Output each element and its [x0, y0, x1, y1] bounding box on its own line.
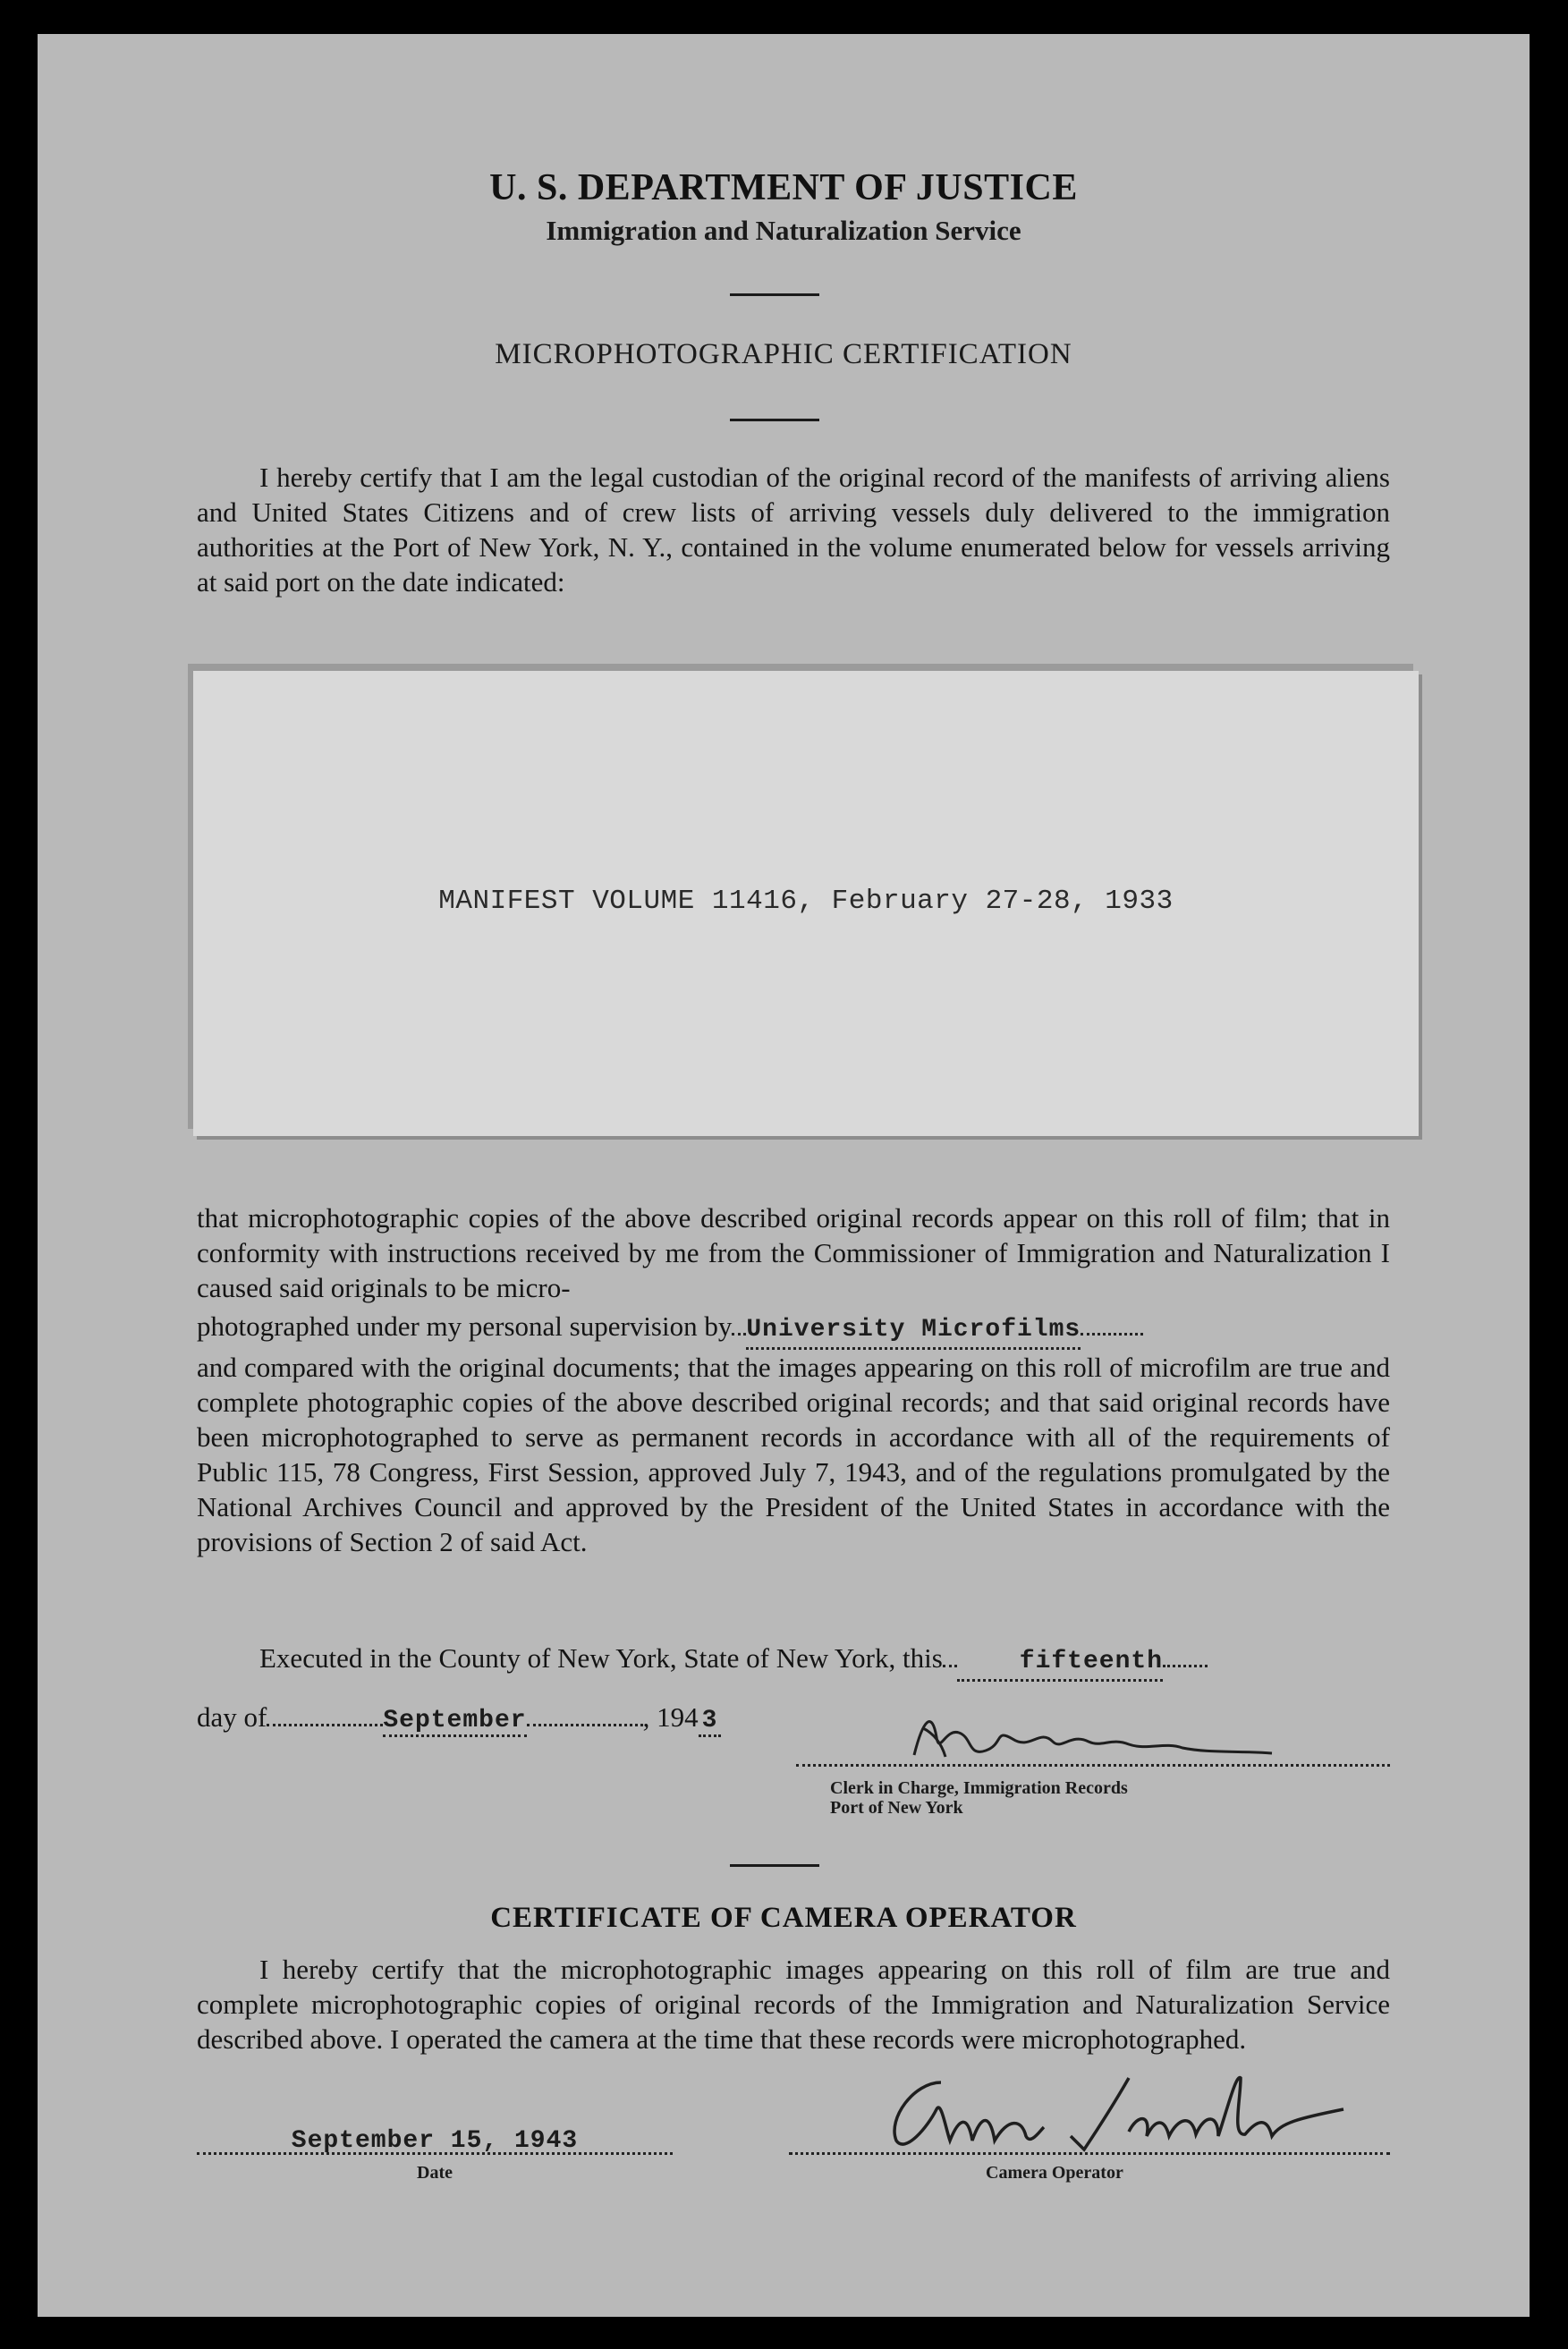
certification-title: MICROPHOTOGRAPHIC CERTIFICATION — [495, 338, 1072, 370]
date-dotted-line — [197, 2152, 673, 2155]
photographed-prefix: photographed under my personal supervision by — [197, 1310, 733, 1342]
month-value: September — [383, 1707, 526, 1737]
dotted-fill — [732, 1333, 746, 1336]
operator-signature — [860, 2065, 1361, 2163]
operator-date-value: September 15, 1943 — [291, 2127, 579, 2155]
clerk-title-line1: Clerk in Charge, Immigration Records — [830, 1778, 1128, 1798]
day-of-label: day of — [197, 1701, 267, 1733]
intro-text: I hereby certify that I am the legal custodian of the original record of the manifests of arriving aliens and United States Citizens and of crew lists of arriving vessels duly delivered to the immigration authorities at the Port of New York, N. Y., contained in the volume enumerated below for vessels arriving at said port on the date indicated: — [197, 462, 1390, 598]
clerk-title-line2: Port of New York — [830, 1798, 963, 1818]
camera-operator-paragraph — [197, 1952, 1390, 2056]
department-title: U. S. DEPARTMENT OF JUSTICE — [489, 167, 1078, 208]
body-paragraph — [197, 1200, 1390, 1559]
divider-rule — [730, 419, 819, 421]
day-word-value: fifteenth — [957, 1644, 1163, 1682]
photographer-value: University Microfilms — [746, 1312, 1081, 1350]
dotted-fill — [1163, 1665, 1208, 1667]
intro-paragraph — [197, 460, 1390, 599]
photographed-line — [197, 1309, 1390, 1350]
operator-date-line — [197, 2122, 673, 2155]
clerk-signature — [896, 1701, 1308, 1773]
year-digit-value: 3 — [699, 1707, 722, 1737]
executed-line — [197, 1641, 1390, 1682]
camera-operator-heading: CERTIFICATE OF CAMERA OPERATOR — [490, 1902, 1077, 1934]
volume-text: MANIFEST VOLUME 11416, February 27-28, 1933 — [438, 886, 1174, 917]
dotted-fill — [267, 1724, 383, 1726]
service-subtitle: Immigration and Naturalization Service — [546, 215, 1021, 246]
body-text-part1: that microphotographic copies of the above described original records appear on this roll of film; that in conformity with instructions received by me from the Commissioner of Immigration and Naturalization I caused said originals to be micro- — [197, 1202, 1390, 1303]
divider-rule — [730, 1864, 819, 1867]
year-prefix: , 194 — [642, 1701, 699, 1733]
date-label: Date — [417, 2163, 453, 2183]
dotted-fill — [943, 1665, 957, 1667]
volume-card — [193, 671, 1419, 1136]
body-text-part2: and compared with the original documents; that the images appearing on this roll of microfilm are true and complete photographic copies of the above described original records; and that said original records have been microphotographed to serve as permanent records in accordance with all of the requirements of Public 115, 78 Congress, First Session, approved July 7, 1943, and of the regulations promulgated by the National Archives Council and approved by the President of the United States in accordance with the provisions of Section 2 of said Act. — [197, 1352, 1390, 1557]
executed-prefix: Executed in the County of New York, State of New York, this — [259, 1642, 943, 1674]
camera-operator-label: Camera Operator — [986, 2163, 1123, 2183]
certificate-page — [38, 34, 1530, 2317]
day-of-line — [197, 1701, 721, 1737]
dotted-fill — [1081, 1333, 1143, 1336]
divider-rule — [730, 293, 819, 296]
dotted-fill — [527, 1724, 643, 1726]
camera-operator-text: I hereby certify that the microphotographic images appearing on this roll of film are true and complete microphotographic copies of original records of the Immigration and Naturalization Service described above. I operated the camera at the time that these records were microphotographed. — [197, 1954, 1390, 2055]
